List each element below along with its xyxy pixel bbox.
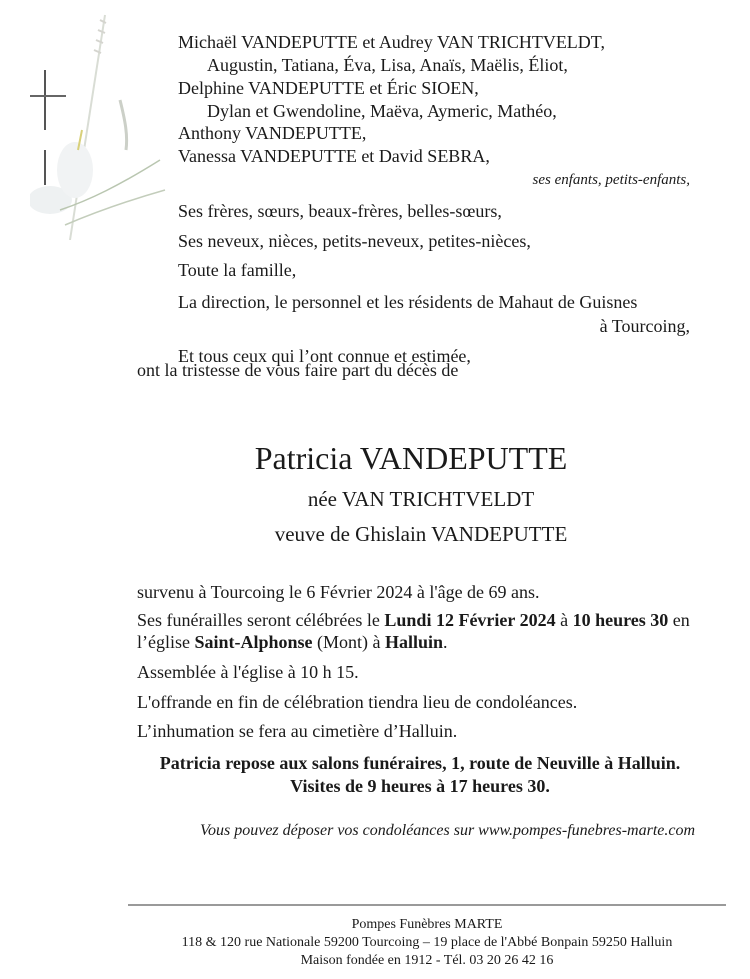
funeral-text: en: [668, 610, 690, 630]
deceased-name: Patricia VANDEPUTTE: [254, 440, 568, 476]
family-line: Anthony VANDEPUTTE,: [178, 123, 367, 143]
burial-line: L’inhumation se fera au cimetière d’Halluin.: [137, 721, 458, 741]
family-line: Dylan et Gwendoline, Maëva, Aymeric, Mathéo,: [207, 101, 557, 121]
footer-info: Maison fondée en 1912 - Tél. 03 20 26 42 16: [300, 953, 554, 968]
condolences-link[interactable]: Vous pouvez déposer vos condoléances sur www.pompes-funebres-marte.com: [200, 822, 696, 839]
church-city: Halluin: [385, 632, 444, 652]
church-line: [137, 631, 448, 653]
family-line: Delphine VANDEPUTTE et Éric SIOEN,: [178, 78, 479, 98]
church-text: .: [443, 632, 448, 652]
rest-line: Patricia repose aux salons funéraires, 1, route de Neuville à Halluin.: [159, 753, 681, 773]
offering-line: L'offrande en fin de célébration tiendra lieu de condoléances.: [137, 692, 578, 712]
children-label: ses enfants, petits-enfants,: [532, 172, 690, 188]
footer-divider: [128, 904, 726, 906]
church-text: l’église: [137, 632, 195, 652]
church-text: (Mont) à: [312, 632, 386, 652]
deceased-maiden-name: née VAN TRICHTVELDT: [307, 487, 535, 511]
cross-lily-illustration-icon: [30, 10, 170, 240]
nephews-line: Ses neveux, nièces, petits-neveux, petites-nièces,: [178, 231, 531, 251]
announcement: ont la tristesse de vous faire part du décès de: [137, 360, 459, 380]
direction-line: La direction, le personnel et les résidents de Mahaut de Guisnes: [178, 292, 638, 312]
funeral-time: 10 heures 30: [572, 610, 669, 630]
family-line: Vanessa VANDEPUTTE et David SEBRA,: [178, 146, 490, 166]
family-line: Michaël VANDEPUTTE et Audrey VAN TRICHTVELDT,: [178, 32, 605, 52]
family-all-line: Toute la famille,: [178, 260, 297, 280]
direction-place: à Tourcoing,: [599, 316, 690, 336]
siblings-line: Ses frères, sœurs, beaux-frères, belles-sœurs,: [178, 201, 502, 221]
family-line: Augustin, Tatiana, Éva, Lisa, Anaïs, Maëlis, Éliot,: [207, 55, 568, 75]
funeral-text: Ses funérailles seront célébrées le: [137, 610, 385, 630]
death-line: survenu à Tourcoing le 6 Février 2024 à l'âge de 69 ans.: [137, 582, 540, 602]
church-name: Saint-Alphonse: [194, 632, 313, 652]
deceased-widow-of: veuve de Ghislain VANDEPUTTE: [274, 522, 568, 546]
funeral-line: [137, 609, 690, 631]
others-line: Et tous ceux qui l’ont connue et estimée,: [178, 346, 471, 366]
footer-company: Pompes Funèbres MARTE: [351, 917, 503, 932]
footer-address: 118 & 120 rue Nationale 59200 Tourcoing – 19 place de l'Abbé Bonpain 59250 Halluin: [181, 935, 673, 950]
funeral-text: à: [555, 610, 573, 630]
funeral-date: Lundi 12 Février 2024: [384, 610, 556, 630]
visits-line: Visites de 9 heures à 17 heures 30.: [290, 776, 550, 796]
assembly-line: Assemblée à l'église à 10 h 15.: [137, 662, 359, 682]
